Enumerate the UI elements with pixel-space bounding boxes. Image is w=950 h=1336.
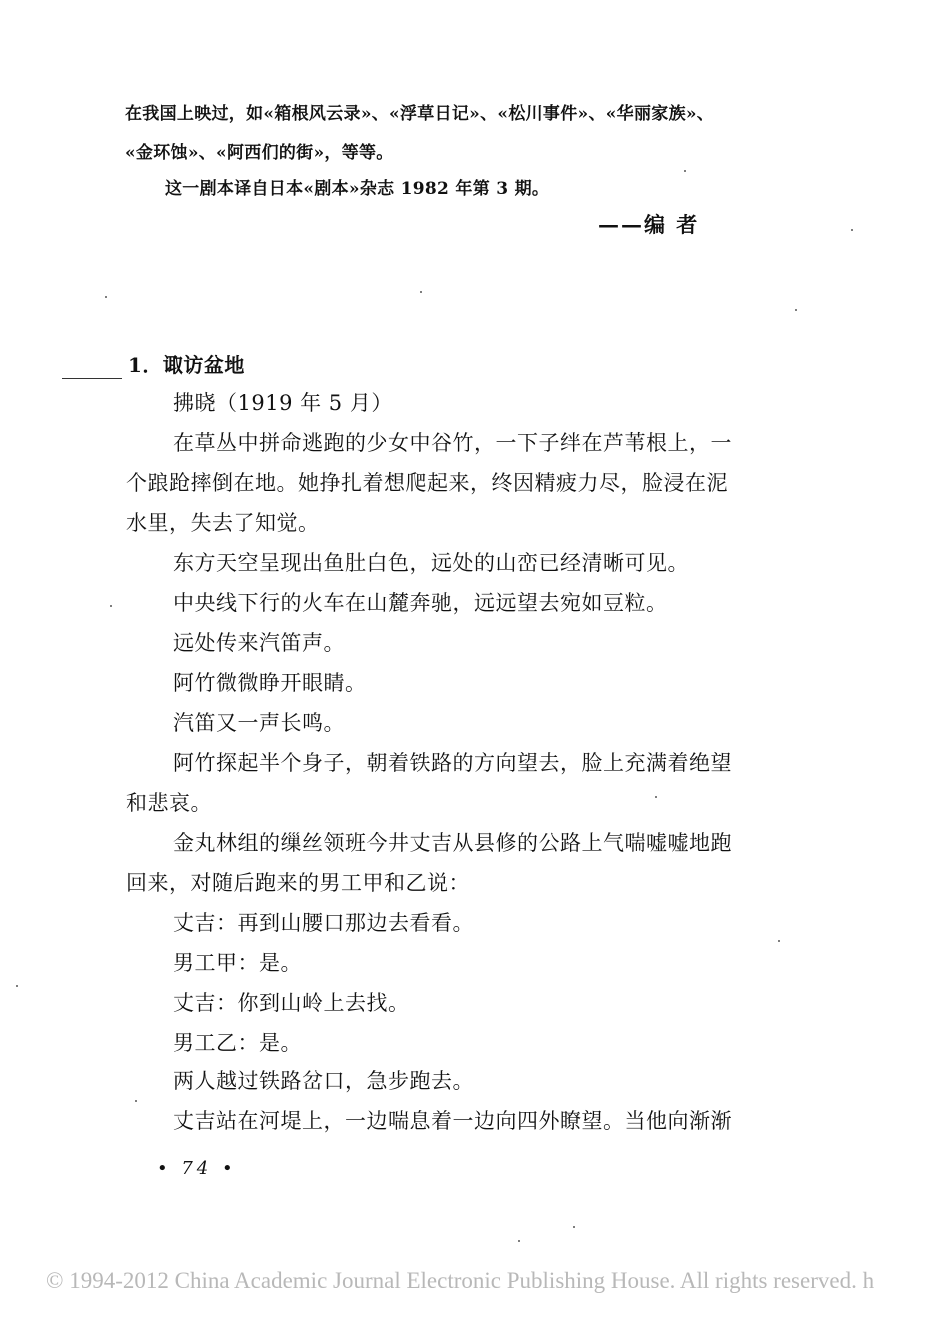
scan-speck [851, 229, 853, 231]
intro-line-2: «金环蚀»、«阿西们的街»，等等。 [125, 143, 394, 163]
body-line: 回来，对随后跑来的男工甲和乙说： [126, 871, 470, 895]
body-line: 汽笛又一声长鸣。 [173, 711, 345, 735]
body-line: 个踉跄摔倒在地。她挣扎着想爬起来，终因精疲力尽，脸浸在泥 [126, 471, 728, 495]
body-line: 金丸林组的缫丝领班今井丈吉从县修的公路上气喘嘘嘘地跑 [173, 831, 732, 855]
scene-time: 拂晓（1919 年 5 月） [173, 391, 393, 415]
scan-speck [573, 1226, 575, 1228]
dialogue-line: 丈吉：再到山腰口那边去看看。 [173, 911, 474, 935]
body-line: 在草丛中拼命逃跑的少女中谷竹，一下子绊在芦苇根上，一 [173, 431, 732, 455]
body-line: 和悲哀。 [126, 791, 212, 815]
body-line: 中央线下行的火车在山麓奔驰，远远望去宛如豆粒。 [173, 591, 668, 615]
scan-speck [684, 170, 686, 172]
body-line: 阿竹微微睁开眼睛。 [173, 671, 367, 695]
dialogue-line: 男工甲：是。 [173, 951, 302, 975]
intro-line-3: 这一剧本译自日本«剧本»杂志 1982 年第 3 期。 [165, 179, 550, 199]
body-line: 水里，失去了知觉。 [126, 511, 320, 535]
scan-speck [135, 1100, 137, 1102]
page-number: • 74 • [157, 1158, 237, 1179]
section-heading: 1．诹访盆地 [128, 353, 245, 377]
scan-speck [518, 1240, 520, 1242]
scan-speck [795, 309, 797, 311]
scan-speck [16, 985, 18, 987]
body-line: 东方天空呈现出鱼肚白色，远处的山峦已经清晰可见。 [173, 551, 689, 575]
intro-line-1: 在我国上映过，如«箱根风云录»、«浮草日记»、«松川事件»、«华丽家族»、 [125, 104, 715, 124]
copyright-footer: © 1994-2012 China Academic Journal Electronic Publishing House. All rights reserved. h [46, 1268, 875, 1293]
body-line: 远处传来汽笛声。 [173, 631, 345, 655]
editor-signature: ——编 者 [598, 212, 700, 237]
body-line: 阿竹探起半个身子，朝着铁路的方向望去，脸上充满着绝望 [173, 751, 732, 775]
scan-speck [655, 796, 657, 798]
body-line: 两人越过铁路岔口，急步跑去。 [173, 1069, 474, 1093]
dialogue-line: 男工乙：是。 [173, 1031, 302, 1055]
body-line: 丈吉站在河堤上，一边喘息着一边向四外瞭望。当他向渐渐 [173, 1109, 732, 1133]
dialogue-line: 丈吉：你到山岭上去找。 [173, 991, 410, 1015]
scan-speck [420, 291, 422, 293]
scan-speck [105, 296, 107, 298]
scan-speck [110, 605, 112, 607]
scan-speck [778, 940, 780, 942]
heading-rule [62, 378, 122, 379]
